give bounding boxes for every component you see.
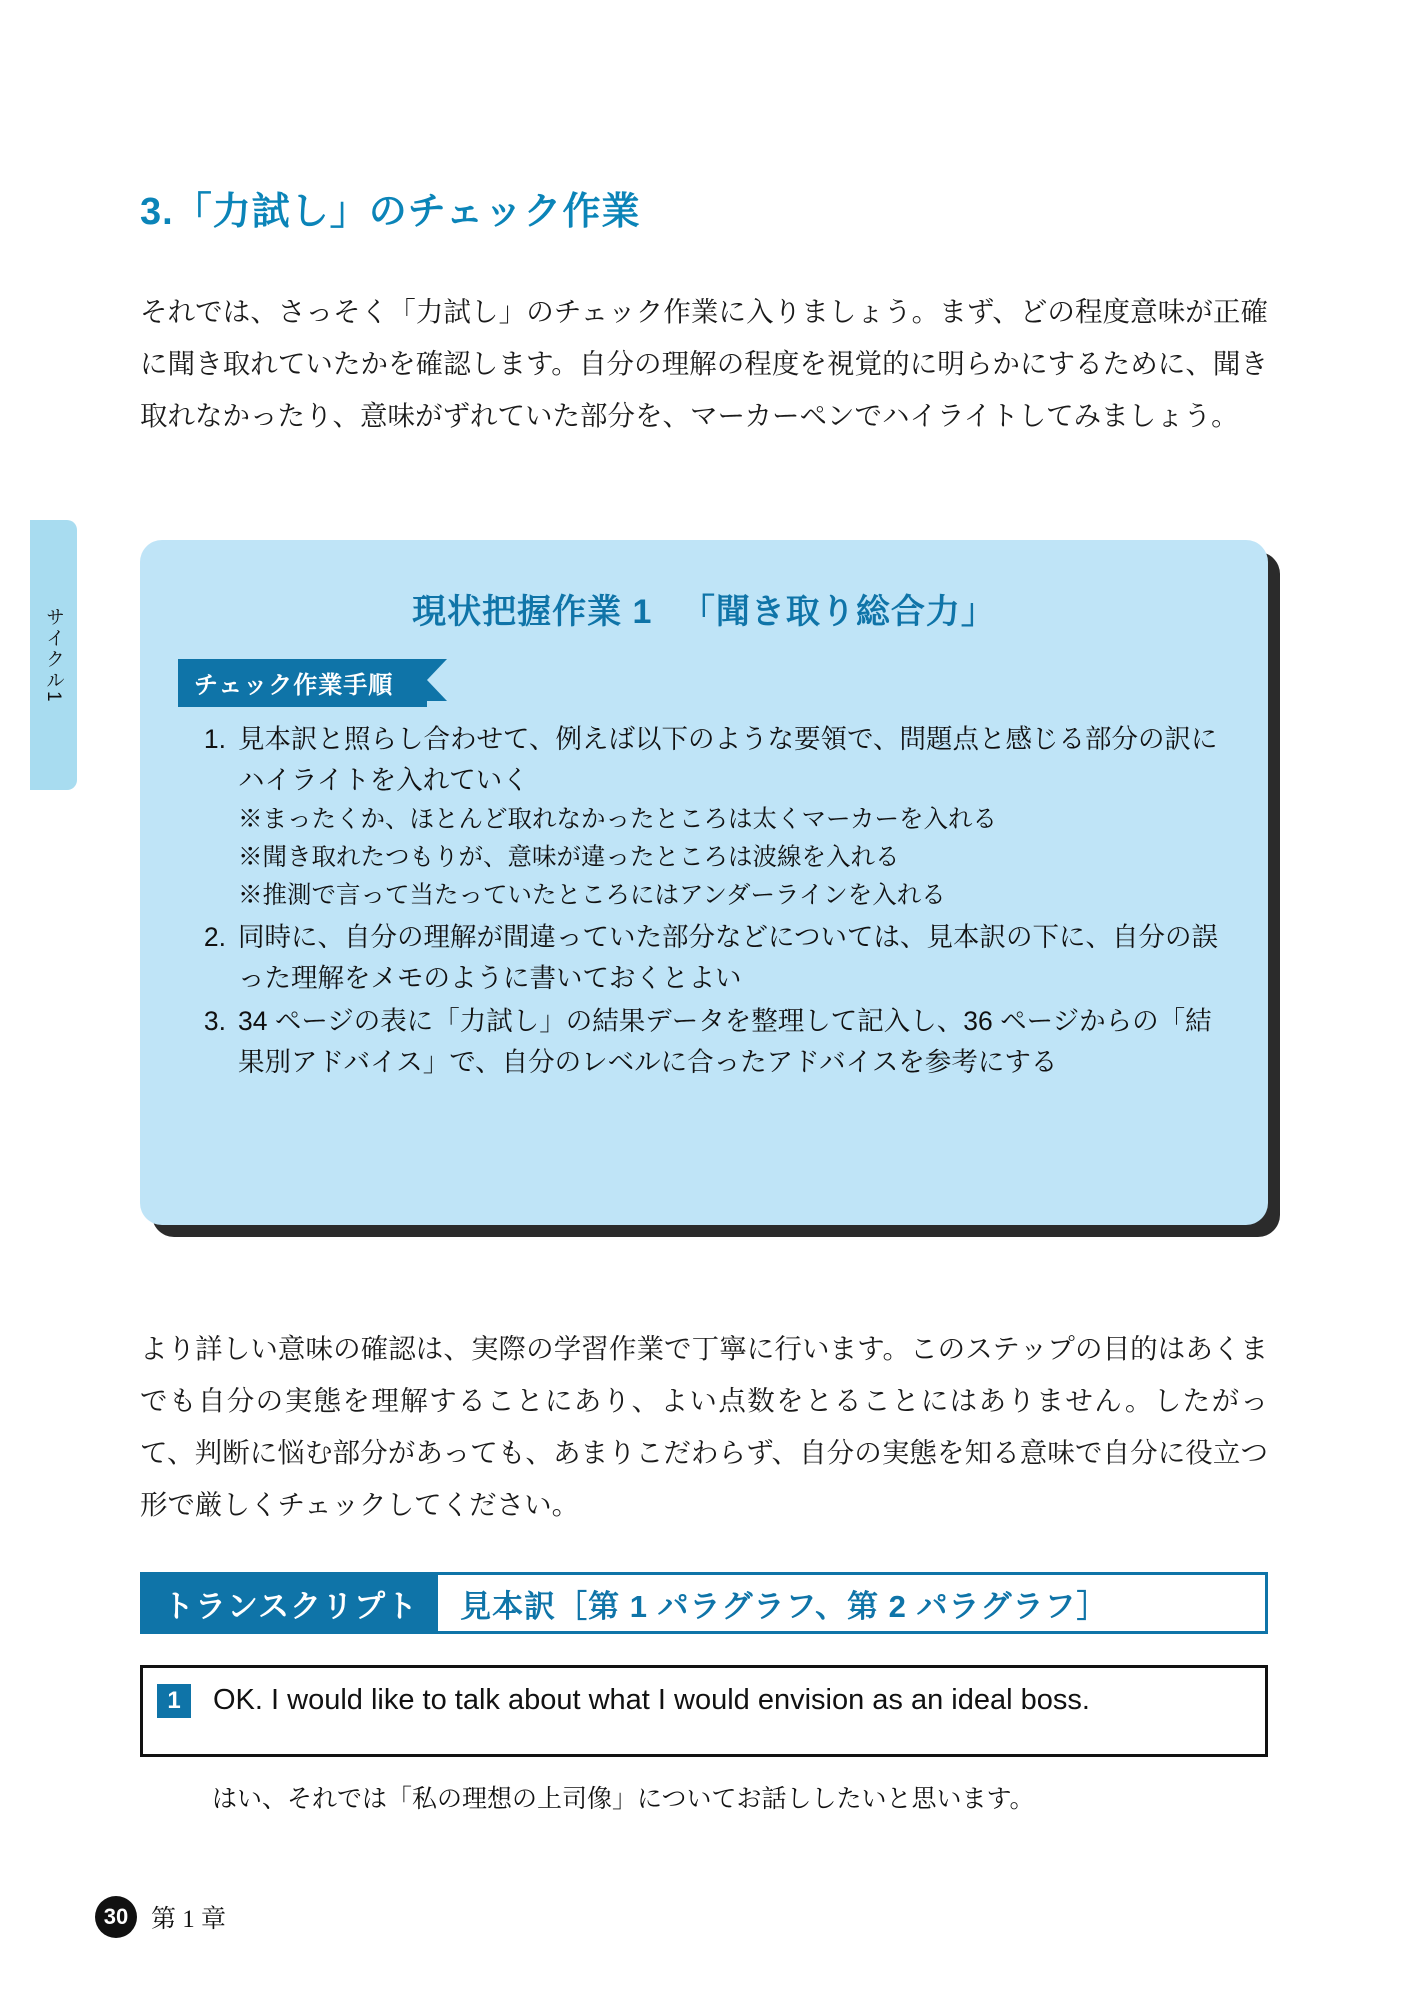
transcript-subtitle: 見本訳［第 1 パラグラフ、第 2 パラグラフ］ bbox=[460, 1588, 1109, 1624]
step-text: 見本訳と照らし合わせて、例えば以下のような要領で、問題点と感じる部分の訳にハイライトを入れていく bbox=[238, 724, 1218, 795]
step-body bbox=[238, 917, 1222, 999]
step-note: ※推測で言って当たっていたところにはアンダーラインを入れる bbox=[238, 882, 946, 909]
procedure-steps bbox=[180, 719, 1222, 1083]
procedure-flag-label: チェック作業手順 bbox=[178, 659, 427, 707]
intro-paragraph: それでは、さっそく「力試し」のチェック作業に入りましょう。まず、どの程度意味が正確に聞き取れていたかを確認します。自分の理解の程度を視覚的に明らかにするために、聞き取れなかったり、意味がずれていた部分を、マーカーペンでハイライトしてみましょう。 bbox=[140, 295, 1268, 431]
paragraph-number-badge: 1 bbox=[157, 1684, 191, 1718]
transcript-english-text: OK. I would like to talk about what I would envision as an ideal boss. bbox=[213, 1684, 1090, 1716]
callout-title: 現状把握作業 1 「聞き取り総合力」 bbox=[412, 593, 996, 631]
transcript-entry-english bbox=[140, 1665, 1268, 1757]
step-number: 1. bbox=[203, 724, 226, 754]
step-number: 3. bbox=[203, 1006, 226, 1036]
transcript-label: トランスクリプト bbox=[143, 1575, 438, 1631]
transcript-header bbox=[140, 1572, 1268, 1634]
step-note: ※聞き取れたつもりが、意味が違ったところは波線を入れる bbox=[238, 844, 900, 871]
step-body bbox=[238, 719, 1222, 915]
side-tab-label: サイクル1 bbox=[43, 606, 64, 704]
list-item bbox=[180, 1001, 1222, 1083]
transcript-japanese-text: はい、それでは「私の理想の上司像」についてお話ししたいと思います。 bbox=[212, 1785, 1035, 1813]
page-footer bbox=[95, 1896, 226, 1938]
list-item bbox=[180, 719, 1222, 915]
page-number-badge: 30 bbox=[95, 1896, 137, 1938]
step-text: 34 ページの表に「力試し」の結果データを整理して記入し、36 ページからの「結果別アドバイス」で、自分のレベルに合ったアドバイスを参考にする bbox=[238, 1006, 1212, 1077]
step-number: 2. bbox=[203, 922, 226, 952]
step-note: ※まったくか、ほとんど取れなかったところは太くマーカーを入れる bbox=[238, 806, 998, 833]
side-tab-cycle1 bbox=[30, 520, 77, 790]
step-text: 同時に、自分の理解が間違っていた部分などについては、見本訳の下に、自分の誤った理解をメモのように書いておくとよい bbox=[238, 922, 1218, 993]
callout-box bbox=[140, 540, 1268, 1225]
footer-chapter-label: 第 1 章 bbox=[151, 1906, 227, 1933]
followup-paragraph: より詳しい意味の確認は、実際の学習作業で丁寧に行います。このステップの目的はあくまでも自分の実態を理解することにあり、よい点数をとることにはありません。したがって、判断に悩む部分があっても、あまりこだわらず、自分の実態を知る意味で自分に役立つ形で厳しくチェックしてください。 bbox=[140, 1332, 1268, 1520]
step-body bbox=[238, 1001, 1222, 1083]
page-title: 3.「力試し」のチェック作業 bbox=[140, 191, 641, 234]
list-item bbox=[180, 917, 1222, 999]
